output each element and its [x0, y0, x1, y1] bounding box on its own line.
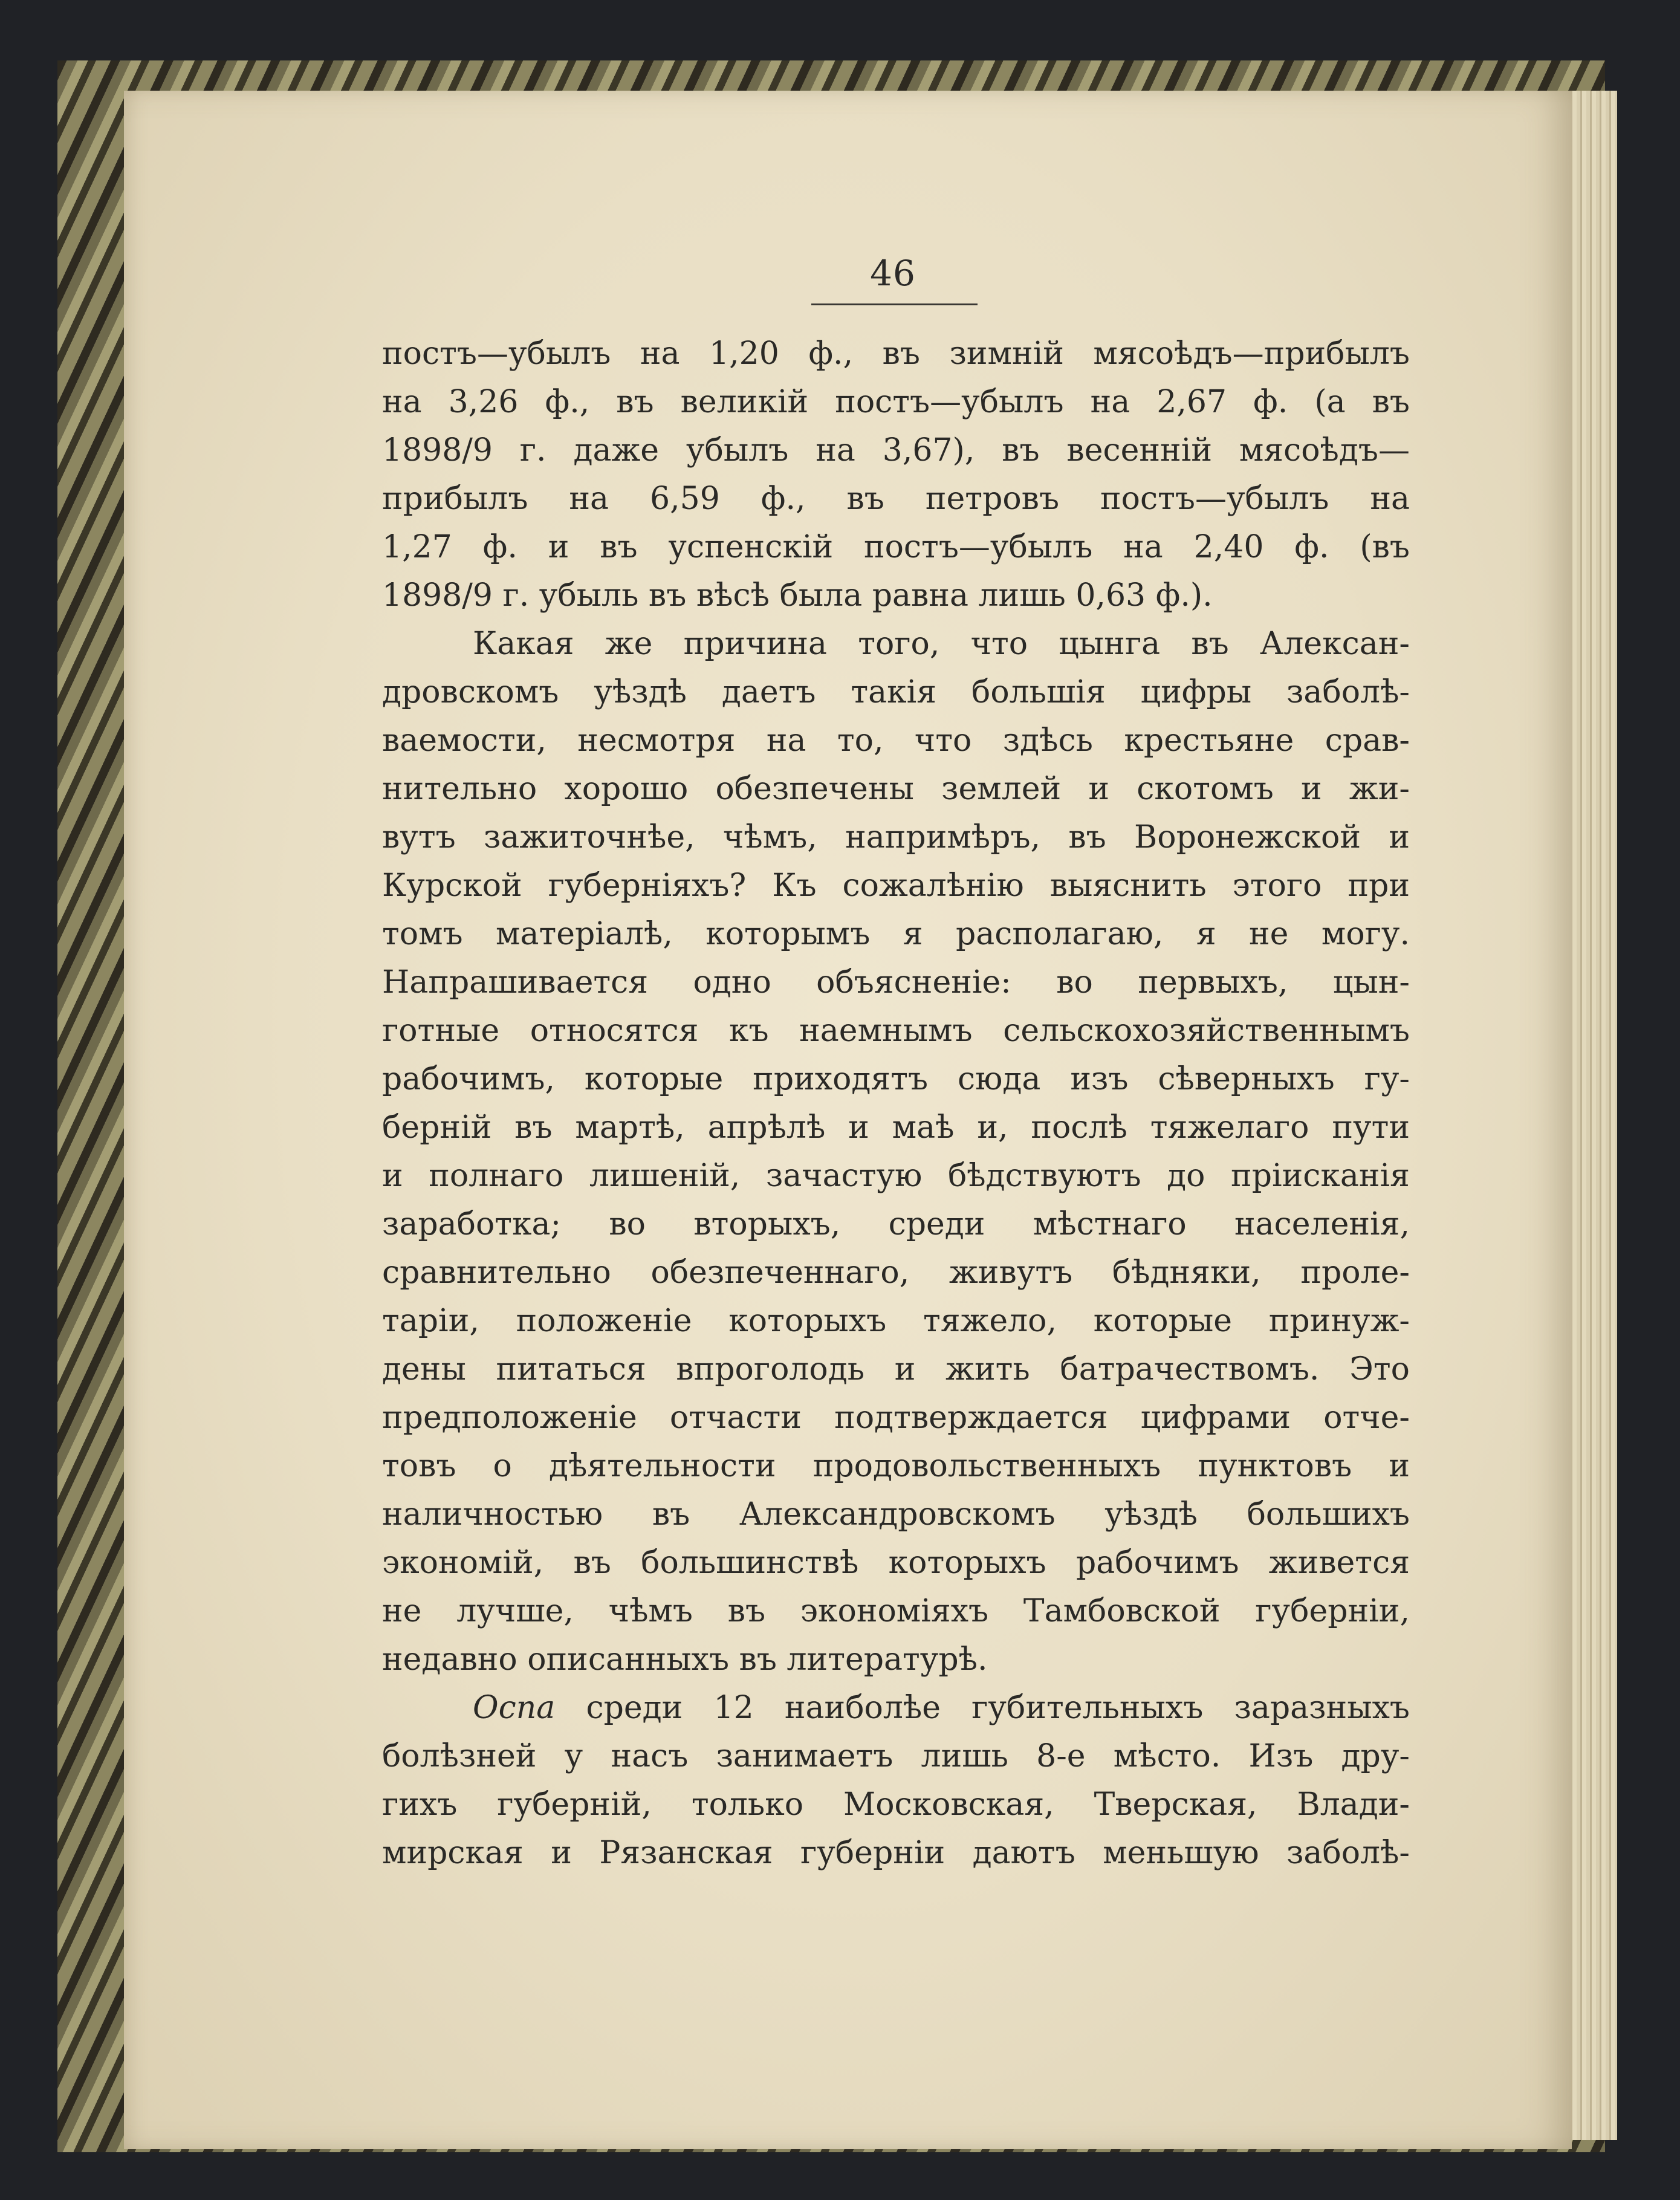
text-line-rest: среди 12 наиболѣе губительныхъ заразныхъ: [555, 1690, 1410, 1726]
text-line: наличностью въ Александровскомъ уѣздѣ большихъ: [382, 1496, 1410, 1533]
text-line: ваемости, несмотря на то, что здѣсь крестьяне срав-: [382, 722, 1410, 759]
text-line: болѣзней у насъ занимаетъ лишь 8-е мѣсто. Изъ дру-: [382, 1738, 1410, 1774]
text-line: Курской губерніяхъ? Къ сожалѣнію выяснить этого при: [382, 868, 1410, 904]
text-line: берній въ мартѣ, апрѣлѣ и маѣ и, послѣ тяжелаго пути: [382, 1109, 1410, 1146]
text-line: 1898/9 г. убыль въ вѣсѣ была равна лишь 0,63 ф.).: [382, 577, 1213, 614]
text-line: томъ матеріалѣ, которымъ я располагаю, я не могу.: [382, 916, 1410, 952]
text-line: готные относятся къ наемнымъ сельскохозяйственнымъ: [382, 1013, 1410, 1049]
text-line: [382, 1684, 1410, 1732]
text-line: таріи, положеніе которыхъ тяжело, которые принуж-: [382, 1303, 1410, 1339]
text-line: гихъ губерній, только Московская, Тверская, Влади-: [382, 1786, 1410, 1823]
text-line: на 3,26 ф., въ великій постъ—убылъ на 2,67 ф. (а въ: [382, 384, 1410, 420]
text-line: Напрашивается одно объясненіе: во первыхъ, цын-: [382, 964, 1410, 1001]
text-line: и полнаго лишеній, зачастую бѣдствуютъ до пріисканія: [382, 1158, 1410, 1194]
text-line: дровскомъ уѣздѣ даетъ такія большія цифры заболѣ-: [382, 674, 1410, 710]
text-line: Какая же причина того, что цынга въ Алексан-: [473, 626, 1410, 662]
text-line: мирская и Рязанская губерніи даютъ меньшую заболѣ-: [382, 1835, 1410, 1871]
text-line: дены питаться впроголодь и жить батрачествомъ. Это: [382, 1351, 1410, 1387]
text-line: постъ—убылъ на 1,20 ф., въ зимній мясоѣдъ—прибылъ: [382, 336, 1410, 372]
text-line: недавно описанныхъ въ литературѣ.: [382, 1641, 988, 1678]
text-line: товъ о дѣятельности продовольственныхъ пунктовъ и: [382, 1448, 1410, 1484]
text-line: нительно хорошо обезпечены землей и скотомъ и жи-: [382, 771, 1410, 807]
text-line: 1898/9 г. даже убылъ на 3,67), въ весенній мясоѣдъ—: [382, 432, 1410, 469]
text-line: вутъ зажиточнѣе, чѣмъ, напримѣръ, въ Воронежской и: [382, 819, 1410, 855]
text-line: не лучше, чѣмъ въ экономіяхъ Тамбовской губерніи,: [382, 1593, 1410, 1629]
text-line: прибылъ на 6,59 ф., въ петровъ постъ—убылъ на: [382, 481, 1410, 517]
text-line: экономій, въ большинствѣ которыхъ рабочимъ живется: [382, 1545, 1410, 1581]
text-line: предположеніе отчасти подтверждается цифрами отче-: [382, 1400, 1410, 1436]
text-line: сравнительно обезпеченнаго, живутъ бѣдняки, проле-: [382, 1254, 1410, 1291]
page-number-rule: [811, 303, 978, 305]
text-line: 1,27 ф. и въ успенскій постъ—убылъ на 2,40 ф. (въ: [382, 529, 1410, 565]
body-text: [382, 329, 1410, 1877]
text-line: заработка; во вторыхъ, среди мѣстнаго населенія,: [382, 1206, 1410, 1242]
page-number: 46: [870, 253, 916, 294]
text-line: рабочимъ, которые приходятъ сюда изъ сѣверныхъ гу-: [382, 1061, 1410, 1097]
italic-term: Оспа: [473, 1690, 556, 1726]
